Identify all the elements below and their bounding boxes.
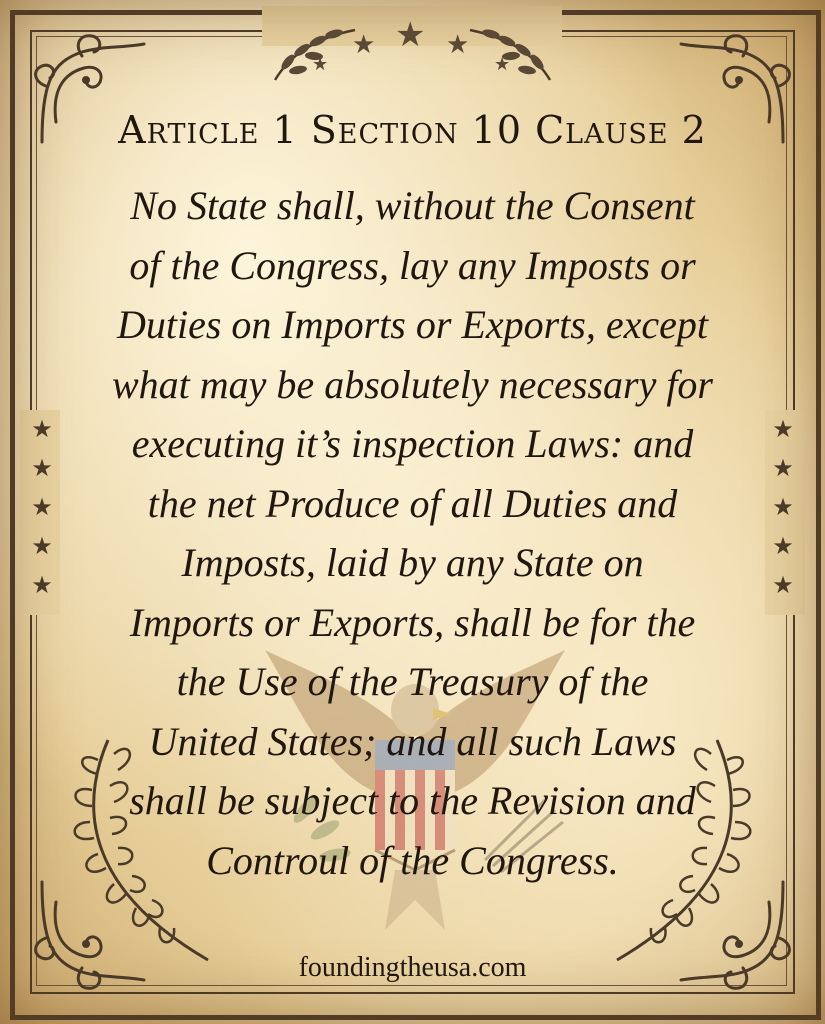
- star-icon: ★: [31, 493, 53, 521]
- clause-line: United States; and all such Laws: [148, 718, 677, 764]
- clause-line: executing it’s inspection Laws: and: [131, 421, 694, 466]
- star-icon: ★: [31, 415, 53, 443]
- star-icon: ★: [395, 15, 426, 55]
- clause-line: the net Produce of all Duties and: [147, 480, 678, 526]
- clause-line: of the Congress, lay any Imposts or: [129, 242, 696, 288]
- star-icon: ★: [446, 30, 470, 60]
- document-title: Article 1 Section 10 Clause 2: [118, 108, 707, 152]
- star-icon: ★: [31, 571, 53, 599]
- star-icon: ★: [772, 415, 794, 443]
- star-icon: ★: [31, 532, 53, 560]
- clause-line: No State shall, without the Consent: [130, 183, 695, 228]
- star-icon: ★: [772, 532, 794, 560]
- star-icon: ★: [772, 571, 794, 599]
- right-star-column: [768, 415, 798, 610]
- star-icon: ★: [772, 493, 794, 521]
- clause-line: the Use of the Treasury of the: [176, 659, 649, 704]
- clause-line: what may be absolutely necessary for: [112, 361, 713, 407]
- clause-line: Controul of the Congress.: [206, 837, 619, 883]
- footer-website: foundingtheusa.com: [298, 952, 527, 983]
- star-icon: ★: [352, 30, 376, 60]
- clause-line: shall be subject to the Revision and: [129, 778, 696, 823]
- clause-text: [60, 176, 765, 890]
- star-icon: ★: [772, 454, 794, 482]
- star-icon: ★: [31, 454, 53, 482]
- left-star-column: [27, 415, 57, 610]
- star-icon: ★: [312, 54, 329, 75]
- clause-line: Imposts, laid by any State on: [181, 540, 644, 585]
- star-icon: ★: [494, 54, 511, 75]
- clause-line: Duties on Imports or Exports, except: [116, 302, 708, 347]
- top-laurel-ornament: [260, 10, 565, 90]
- clause-line: Imports or Exports, shall be for the: [129, 599, 696, 645]
